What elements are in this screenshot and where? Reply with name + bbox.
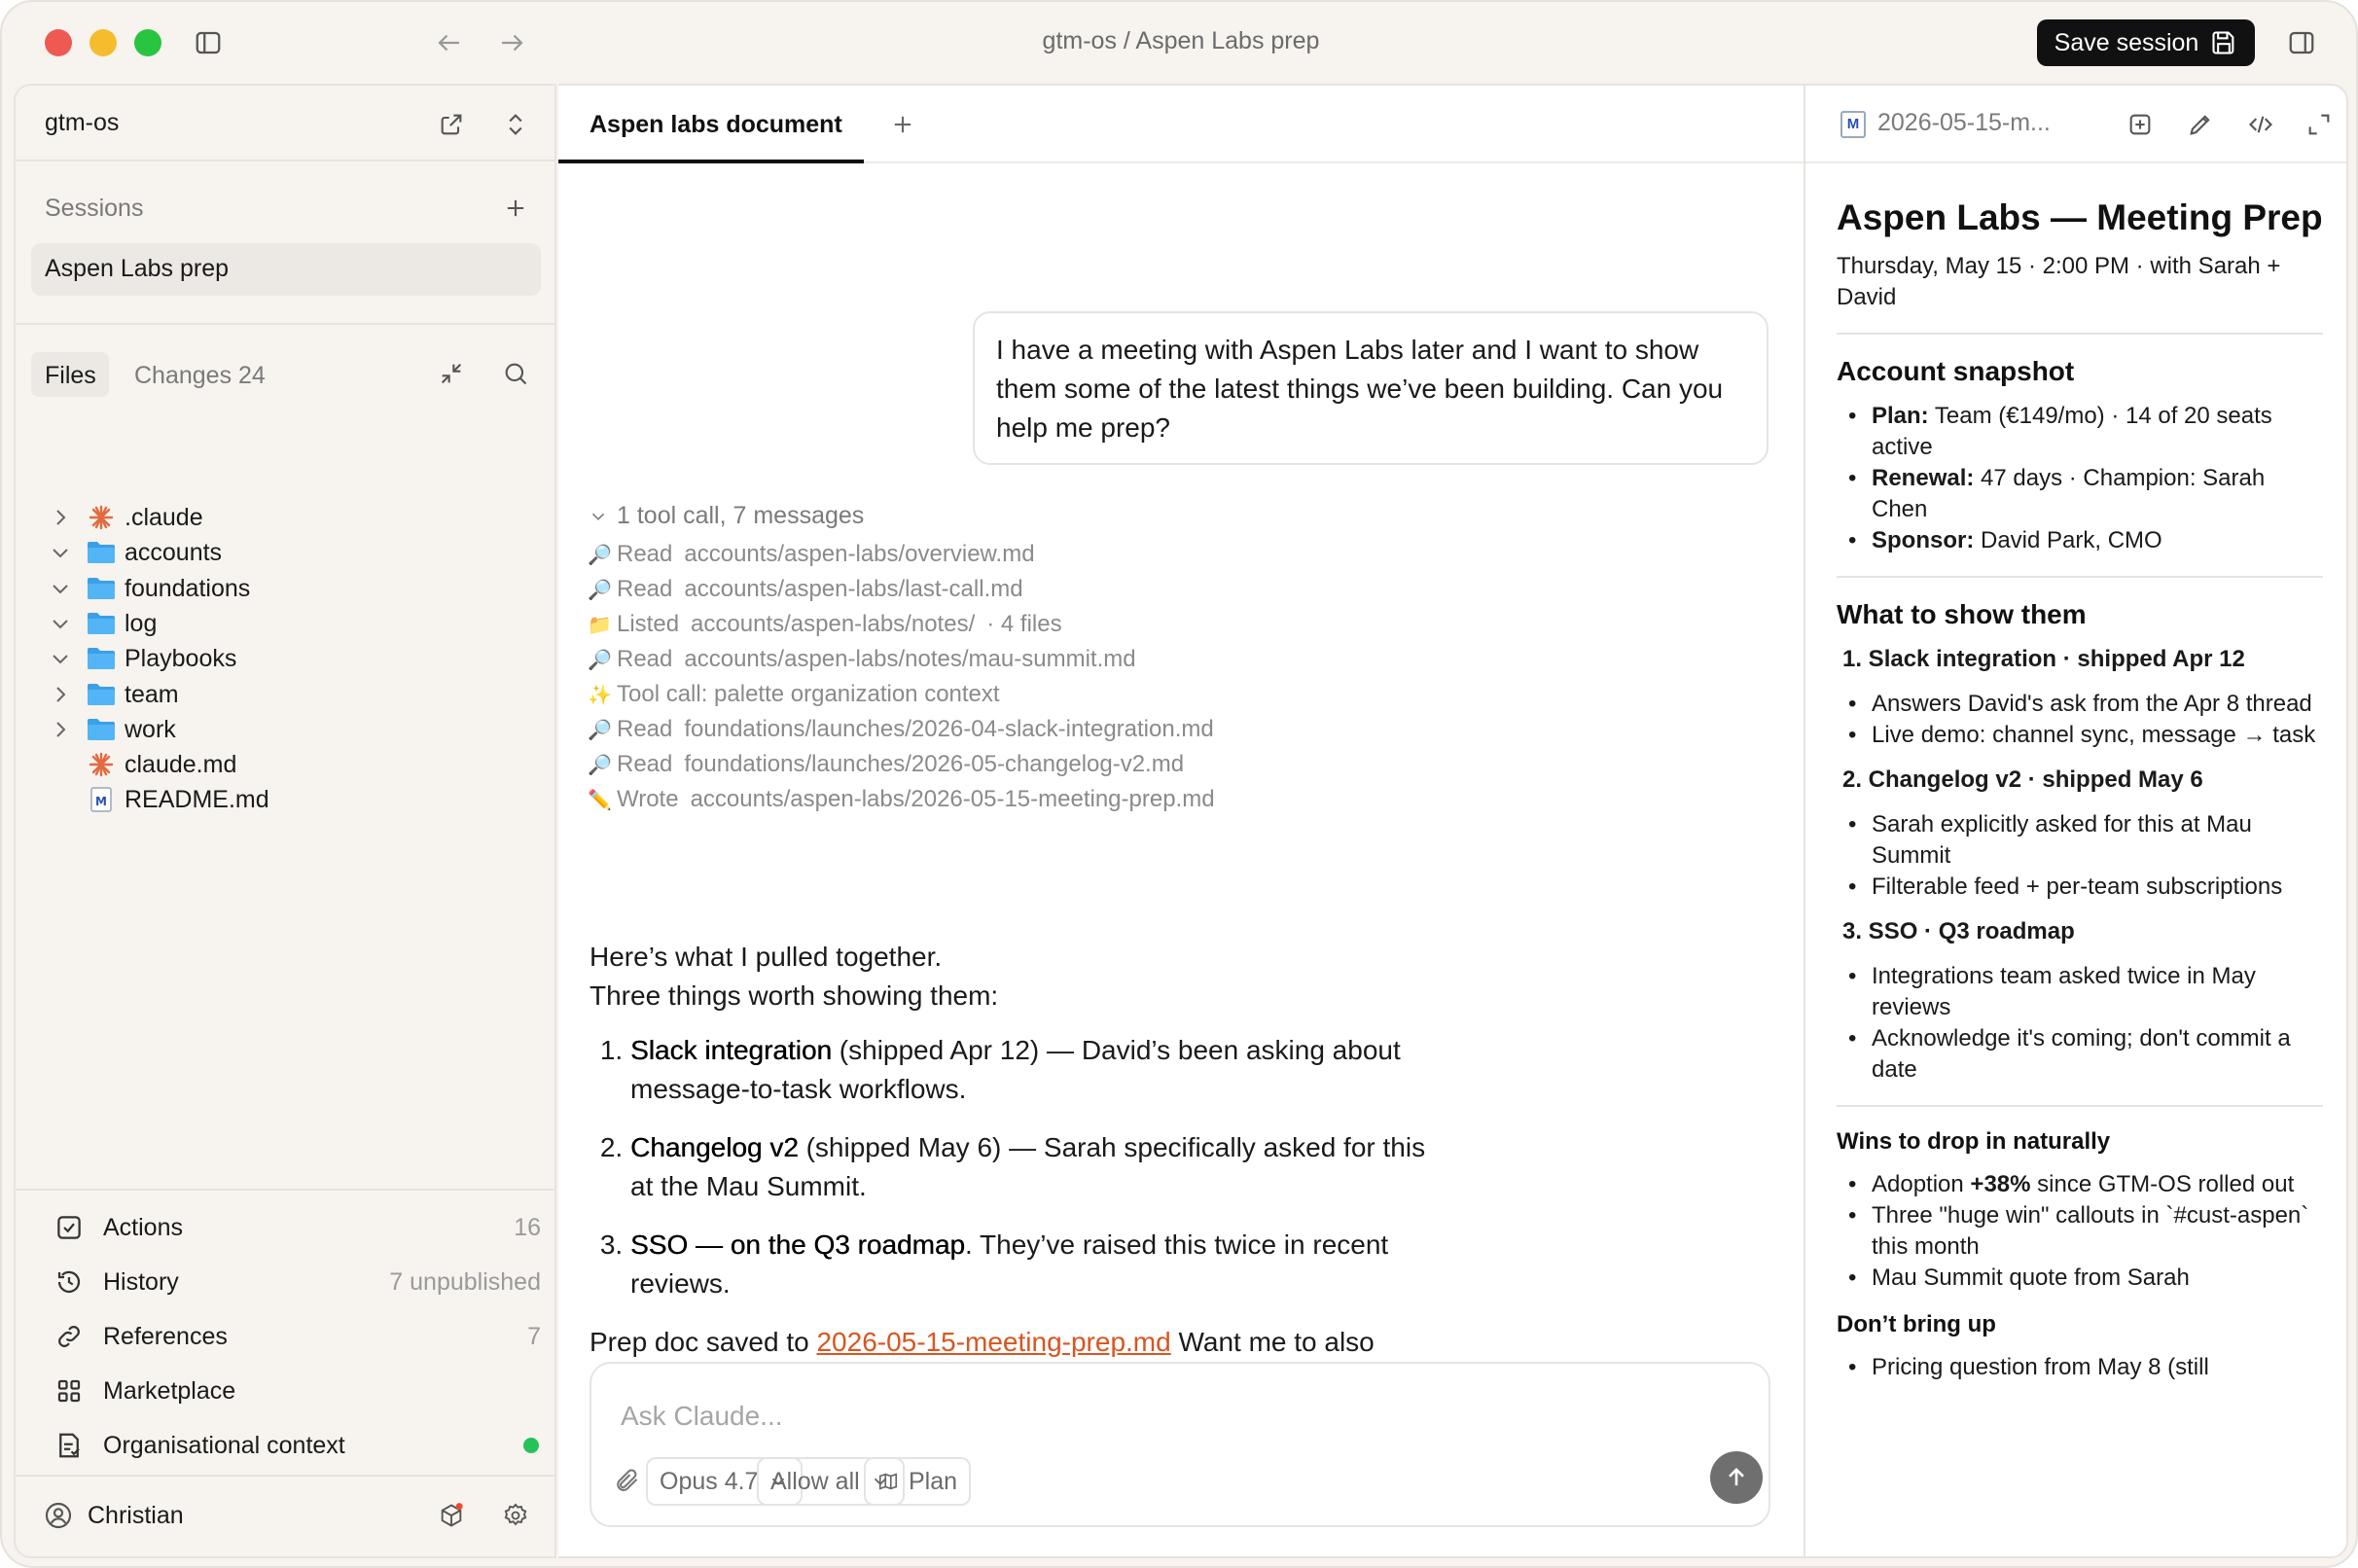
tool-call-verb: Read: [617, 716, 673, 742]
file-tree-label: README.md: [125, 786, 269, 814]
show-item-bullet: • Answers David's ask from the Apr 8 thread: [1837, 689, 2323, 720]
sidebar-item-label: Organisational context: [103, 1432, 345, 1459]
snapshot-item: [1837, 525, 2323, 556]
tab-label: Aspen labs document: [590, 111, 842, 138]
show-item-title: 2. Changelog v2 · shipped May 6: [1842, 766, 2203, 793]
search-icon[interactable]: [496, 354, 535, 393]
win-item: [1837, 1169, 2323, 1200]
tool-call-target[interactable]: accounts/aspen-labs/notes/mau-summit.md: [684, 646, 1136, 672]
section-heading: Account snapshot: [1837, 356, 2075, 386]
preview-body: [1837, 195, 2323, 1383]
assistant-answer: [590, 938, 1426, 1401]
settings-gear-icon[interactable]: [496, 1496, 535, 1535]
edit-pencil-icon[interactable]: [2181, 105, 2220, 144]
show-item-bullet: • Integrations team asked twice in May reviews: [1837, 961, 2323, 1023]
snapshot-value: Team (€149/mo) · 14 of 20 seats active: [1872, 403, 2272, 460]
show-item-bullets: [1837, 809, 2323, 903]
answer-item-title: Changelog v2: [630, 1132, 799, 1162]
tool-call-icon: 🔎: [588, 719, 612, 741]
folder-icon: [86, 610, 117, 637]
status-dot: [523, 1438, 539, 1453]
claude-asterisk-icon: [86, 504, 117, 531]
tool-summary-toggle[interactable]: [588, 502, 864, 530]
section-heading: Don’t bring up: [1837, 1311, 1996, 1337]
markdown-file-icon: [86, 786, 117, 813]
markdown-file-icon: M: [1840, 111, 1866, 138]
divider: [16, 323, 554, 325]
new-session-icon[interactable]: [496, 189, 535, 228]
file-tree-label: foundations: [125, 574, 251, 602]
workspace-switcher-icon[interactable]: [496, 105, 535, 144]
wins-list: [1837, 1169, 2323, 1294]
tool-call-extra: · 4 files: [986, 611, 1062, 637]
answer-intro: Here’s what I pulled together.: [590, 942, 943, 972]
dont-list: [1837, 1352, 2323, 1383]
tool-call-target[interactable]: accounts/aspen-labs/last-call.md: [684, 576, 1023, 602]
sidebar-item-count: 7: [527, 1323, 541, 1350]
answer-list-item: [630, 1226, 1426, 1303]
left-sidebar: [14, 84, 556, 1558]
win-highlight: +38%: [1970, 1171, 2031, 1197]
toggle-right-panel-icon[interactable]: [2282, 23, 2321, 62]
answer-intro: Three things worth showing them:: [590, 980, 999, 1011]
divider: [16, 1189, 554, 1191]
tool-call-icon: 🔎: [588, 649, 612, 671]
divider: [1837, 333, 2323, 335]
save-session-button[interactable]: [2037, 19, 2255, 66]
answer-item-text: (shipped May 6) — Sarah specifically asked for this at the Mau Summit.: [630, 1132, 1426, 1201]
collapse-icon[interactable]: [432, 354, 471, 393]
folder-icon: [86, 716, 117, 743]
saved-suffix: Want me to also: [1178, 1327, 1375, 1357]
show-item-title: 3. SSO · Q3 roadmap: [1842, 918, 2075, 944]
save-icon: [2210, 29, 2237, 56]
tool-call-icon: 🔎: [588, 579, 612, 601]
tab-changes[interactable]: Changes 24: [134, 362, 266, 389]
chevron-right-icon[interactable]: [49, 506, 72, 529]
tool-call-target[interactable]: foundations/launches/2026-04-slack-integration.md: [684, 716, 1214, 742]
file-tree-item[interactable]: [16, 776, 554, 825]
tab-files[interactable]: Files: [31, 352, 109, 397]
folder-icon: [86, 645, 117, 672]
attach-paperclip-icon[interactable]: [607, 1461, 646, 1500]
chevron-right-icon[interactable]: [49, 718, 72, 741]
sidebar-item-actions[interactable]: [31, 1202, 541, 1253]
tool-call-verb: Read: [617, 751, 673, 777]
tool-call-target[interactable]: foundations/launches/2026-05-changelog-v2.md: [684, 751, 1185, 777]
sidebar-item-organisational-context[interactable]: [31, 1420, 541, 1471]
link-icon: [54, 1322, 84, 1351]
chevron-down-icon[interactable]: [49, 541, 72, 564]
expand-icon[interactable]: [2300, 105, 2339, 144]
user-avatar-icon[interactable]: [43, 1500, 74, 1531]
doc-subtitle: Thursday, May 15 · 2:00 PM · with Sarah + David: [1837, 253, 2281, 310]
tool-call-icon: ✨: [588, 684, 612, 706]
tool-call-target[interactable]: accounts/aspen-labs/2026-05-15-meeting-prep.md: [690, 786, 1215, 812]
add-to-context-icon[interactable]: [2121, 105, 2160, 144]
show-item-bullets: [1837, 689, 2323, 751]
tool-call-verb: Read: [617, 646, 673, 672]
svg-text:M: M: [95, 795, 107, 809]
tool-call-line: [588, 786, 1215, 813]
file-tree-label: claude.md: [125, 751, 237, 779]
tool-call-verb: Read: [617, 576, 673, 602]
code-view-icon[interactable]: [2241, 105, 2280, 144]
answer-list: [590, 1031, 1426, 1303]
workspace-name: gtm-os: [45, 109, 120, 136]
plan-toggle[interactable]: [864, 1457, 971, 1506]
tool-call-line: [588, 646, 1136, 673]
file-tree-label: log: [125, 609, 158, 637]
sidebar-item-history[interactable]: [31, 1257, 541, 1307]
composer: [590, 1362, 1770, 1527]
answer-item-text: . They’ve raised this twice in recent reviews.: [630, 1229, 1389, 1299]
win-item: [1837, 1263, 2323, 1294]
session-item-aspen-labs-prep[interactable]: Aspen Labs prep: [31, 243, 541, 296]
chevron-down-icon[interactable]: [49, 577, 72, 600]
divider: [1837, 576, 2323, 578]
snapshot-value: 47 days · Champion: Sarah Chen: [1872, 465, 2266, 522]
file-tree-label: accounts: [125, 539, 223, 567]
tool-call-verb: Listed: [617, 611, 680, 637]
plan-label: Plan: [909, 1467, 958, 1495]
prep-doc-link[interactable]: 2026-05-15-meeting-prep.md: [816, 1327, 1171, 1357]
answer-item-text: (shipped Apr 12) — David’s been asking about message-to-task workflows.: [630, 1035, 1401, 1104]
chevron-right-icon[interactable]: [49, 683, 72, 706]
user-message-bubble: I have a meeting with Aspen Labs later and I want to show them some of the latest things we’ve been building. Can you help me prep?: [973, 311, 1768, 465]
open-external-icon[interactable]: [432, 105, 471, 144]
send-button[interactable]: [1710, 1451, 1763, 1504]
tool-call-icon: 🔎: [588, 754, 612, 776]
chevron-down-icon[interactable]: [49, 647, 72, 670]
win-item: [1837, 1200, 2323, 1263]
document-tabbar: [558, 86, 1804, 163]
tool-call-verb: Read: [617, 541, 673, 567]
answer-list-item: [630, 1128, 1426, 1206]
divider: [1837, 1105, 2323, 1107]
show-item-bullet: • Acknowledge it's coming; don't commit a date: [1837, 1023, 2323, 1086]
section-heading: Wins to drop in naturally: [1837, 1128, 2111, 1155]
file-tree-label: work: [125, 715, 176, 743]
snapshot-item: [1837, 463, 2323, 525]
show-item-bullet: • Sarah explicitly asked for this at Mau Summit: [1837, 809, 2323, 872]
win-text: Three "huge win" callouts in `#cust-aspen` this month: [1872, 1202, 2309, 1260]
show-item-bullet: • Filterable feed + per-team subscriptions: [1837, 872, 2323, 903]
snapshot-value: David Park, CMO: [1974, 527, 2162, 553]
tool-call-line: [588, 611, 1062, 638]
tool-call-line: [588, 576, 1023, 603]
answer-list-item: [630, 1031, 1426, 1109]
sidebar-item-marketplace[interactable]: [31, 1366, 541, 1416]
tool-call-target[interactable]: accounts/aspen-labs/overview.md: [684, 541, 1035, 567]
tool-call-line: [588, 716, 1214, 743]
window-title: gtm-os / Aspen Labs prep: [1042, 27, 1320, 54]
chevron-down-icon: [588, 506, 609, 527]
tool-call-line: [588, 751, 1184, 778]
package-icon[interactable]: [432, 1496, 471, 1535]
tool-call-icon: 📁: [588, 614, 612, 636]
folder-icon: [86, 575, 117, 602]
sidebar-item-count: 7 unpublished: [389, 1268, 541, 1296]
chevron-down-icon[interactable]: [49, 612, 72, 635]
tool-call-line: [588, 541, 1035, 568]
document-icon: [54, 1431, 84, 1460]
ask-claude-input[interactable]: [621, 1401, 1691, 1432]
user-name[interactable]: Christian: [88, 1502, 184, 1529]
grid-icon: [54, 1376, 84, 1406]
history-icon: [54, 1267, 84, 1297]
answer-item-title: SSO — on the Q3 roadmap: [630, 1229, 965, 1260]
dont-item: • Pricing question from May 8 (still: [1837, 1352, 2323, 1383]
chat-panel: [558, 84, 1804, 1558]
folder-icon: [86, 681, 117, 708]
tool-call-line: [588, 681, 1012, 708]
workspace-header: [16, 86, 554, 161]
sidebar-item-label: Marketplace: [103, 1377, 236, 1405]
sidebar-item-label: History: [103, 1268, 179, 1296]
win-text: Adoption: [1872, 1171, 1971, 1197]
file-tree-label: .claude: [125, 504, 203, 531]
snapshot-item: [1837, 401, 2323, 463]
sidebar-item-references[interactable]: [31, 1311, 541, 1362]
sidebar-item-label: Actions: [103, 1214, 183, 1241]
save-session-label: Save session: [2054, 28, 2199, 56]
preview-filename: 2026-05-15-m...: [1877, 109, 2051, 136]
titlebar: [2, 2, 2358, 82]
preview-header: [1805, 86, 2348, 163]
sidebar-item-label: References: [103, 1323, 228, 1350]
file-tree-label: team: [125, 680, 179, 708]
snapshot-label: Sponsor:: [1872, 527, 1975, 553]
file-tree-label: Playbooks: [125, 645, 237, 673]
new-tab-icon[interactable]: [883, 105, 922, 144]
win-text: Mau Summit quote from Sarah: [1872, 1265, 2190, 1291]
claude-asterisk-icon: [86, 751, 117, 778]
show-item-bullets: [1837, 961, 2323, 1086]
show-list: [1837, 646, 2323, 1086]
tool-call-icon: ✏️: [588, 789, 612, 811]
doc-title: Aspen Labs — Meeting Prep: [1837, 197, 2323, 237]
map-icon: [877, 1471, 899, 1492]
folder-icon: [86, 539, 117, 566]
snapshot-label: Plan:: [1872, 403, 1929, 429]
show-item-title: 1. Slack integration · shipped Apr 12: [1842, 646, 2245, 672]
show-item-bullet: • Live demo: channel sync, message → task: [1837, 720, 2323, 751]
win-text: since GTM-OS rolled out: [2030, 1171, 2295, 1197]
tool-call-verb: Wrote: [617, 786, 679, 812]
tab-aspen-labs-document[interactable]: [558, 86, 864, 163]
section-heading: What to show them: [1837, 599, 2087, 629]
tool-summary-label: 1 tool call, 7 messages: [617, 502, 865, 529]
answer-item-title: Slack integration: [630, 1035, 833, 1065]
model-label: Opus 4.7: [660, 1467, 759, 1495]
tool-call-verb: Tool call: palette organization context: [617, 681, 1000, 707]
permission-label: Allow all: [770, 1467, 860, 1495]
sessions-header: Sessions: [45, 195, 144, 222]
tool-call-target[interactable]: accounts/aspen-labs/notes/: [691, 611, 976, 637]
user-row: [16, 1475, 554, 1556]
checkbox-icon: [54, 1213, 84, 1242]
document-preview-panel: [1804, 84, 2348, 1558]
snapshot-label: Renewal:: [1872, 465, 1975, 491]
sidebar-item-count: 16: [514, 1214, 541, 1241]
tool-call-icon: 🔎: [588, 544, 612, 566]
arrow-up-icon: [1723, 1464, 1750, 1491]
saved-prefix: Prep doc saved to: [590, 1327, 817, 1357]
snapshot-list: [1837, 401, 2323, 556]
